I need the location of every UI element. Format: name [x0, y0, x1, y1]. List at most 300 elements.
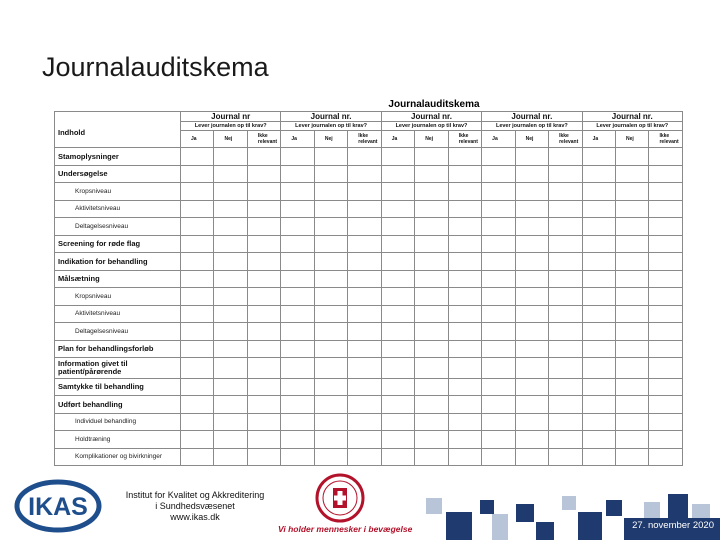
audit-check-cell[interactable] — [415, 270, 448, 288]
audit-check-cell[interactable] — [549, 305, 582, 323]
audit-check-cell[interactable] — [549, 253, 582, 271]
audit-check-cell[interactable] — [616, 165, 649, 183]
audit-check-cell[interactable] — [214, 288, 247, 306]
audit-check-cell[interactable] — [448, 235, 481, 253]
audit-check-cell[interactable] — [381, 340, 414, 358]
audit-check-cell[interactable] — [482, 218, 515, 236]
audit-check-cell[interactable] — [348, 340, 381, 358]
audit-check-cell[interactable] — [582, 340, 615, 358]
audit-check-cell[interactable] — [181, 148, 214, 166]
audit-check-cell[interactable] — [549, 340, 582, 358]
audit-check-cell[interactable] — [247, 413, 280, 431]
audit-check-cell[interactable] — [247, 235, 280, 253]
audit-check-cell[interactable] — [214, 183, 247, 201]
audit-check-cell[interactable] — [649, 165, 682, 183]
audit-check-cell[interactable] — [181, 340, 214, 358]
audit-check-cell[interactable] — [515, 218, 548, 236]
audit-check-cell[interactable] — [314, 305, 347, 323]
audit-check-cell[interactable] — [348, 431, 381, 449]
audit-check-cell[interactable] — [381, 288, 414, 306]
audit-check-cell[interactable] — [281, 305, 314, 323]
audit-check-cell[interactable] — [448, 413, 481, 431]
audit-check-cell[interactable] — [348, 200, 381, 218]
audit-check-cell[interactable] — [381, 323, 414, 341]
audit-check-cell[interactable] — [582, 448, 615, 466]
audit-check-cell[interactable] — [649, 288, 682, 306]
audit-check-cell[interactable] — [515, 165, 548, 183]
audit-check-cell[interactable] — [549, 288, 582, 306]
audit-row — [55, 253, 683, 271]
audit-check-cell[interactable] — [482, 148, 515, 166]
audit-check-cell[interactable] — [314, 165, 347, 183]
audit-check-cell[interactable] — [549, 183, 582, 201]
audit-subsection-label: Aktivitetsniveau — [55, 305, 181, 323]
audit-table-container — [54, 98, 682, 466]
audit-check-cell[interactable] — [214, 358, 247, 379]
audit-check-cell[interactable] — [348, 448, 381, 466]
audit-check-cell[interactable] — [549, 323, 582, 341]
audit-check-cell[interactable] — [549, 200, 582, 218]
audit-section-label: Udført behandling — [55, 396, 181, 414]
audit-check-cell[interactable] — [616, 305, 649, 323]
audit-check-cell[interactable] — [582, 413, 615, 431]
audit-check-cell[interactable] — [415, 183, 448, 201]
audit-check-cell[interactable] — [314, 288, 347, 306]
audit-check-cell[interactable] — [247, 148, 280, 166]
audit-check-cell[interactable] — [348, 183, 381, 201]
audit-check-cell[interactable] — [214, 235, 247, 253]
audit-section-label: Stamoplysninger — [55, 148, 181, 166]
audit-check-cell[interactable] — [582, 235, 615, 253]
audit-check-cell[interactable] — [448, 378, 481, 396]
audit-check-cell[interactable] — [415, 218, 448, 236]
audit-check-cell[interactable] — [515, 288, 548, 306]
requirement-question-header: Lever journalen op til krav? — [381, 122, 481, 131]
audit-check-cell[interactable] — [515, 183, 548, 201]
audit-check-cell[interactable] — [582, 358, 615, 379]
audit-check-cell[interactable] — [448, 148, 481, 166]
audit-check-cell[interactable] — [281, 218, 314, 236]
audit-check-cell[interactable] — [181, 253, 214, 271]
audit-check-cell[interactable] — [381, 413, 414, 431]
audit-check-cell[interactable] — [582, 165, 615, 183]
audit-check-cell[interactable] — [649, 340, 682, 358]
audit-check-cell[interactable] — [314, 340, 347, 358]
audit-check-cell[interactable] — [181, 323, 214, 341]
audit-check-cell[interactable] — [314, 413, 347, 431]
audit-check-cell[interactable] — [381, 253, 414, 271]
requirement-question-header: Lever journalen op til krav? — [582, 122, 682, 131]
audit-check-cell[interactable] — [247, 340, 280, 358]
audit-check-cell[interactable] — [247, 431, 280, 449]
audit-check-cell[interactable] — [515, 200, 548, 218]
audit-check-cell[interactable] — [649, 323, 682, 341]
audit-check-cell[interactable] — [214, 378, 247, 396]
audit-check-cell[interactable] — [448, 305, 481, 323]
audit-check-cell[interactable] — [348, 218, 381, 236]
audit-check-cell[interactable] — [415, 413, 448, 431]
header-row-journals — [55, 112, 683, 122]
audit-check-cell[interactable] — [415, 323, 448, 341]
org-info — [116, 490, 274, 523]
audit-row — [55, 340, 683, 358]
audit-check-cell[interactable] — [515, 340, 548, 358]
audit-check-cell[interactable] — [482, 396, 515, 414]
audit-check-cell[interactable] — [181, 413, 214, 431]
audit-check-cell[interactable] — [582, 378, 615, 396]
audit-check-cell[interactable] — [348, 253, 381, 271]
audit-check-cell[interactable] — [649, 270, 682, 288]
audit-check-cell[interactable] — [181, 235, 214, 253]
audit-section-label: Indikation for behandling — [55, 253, 181, 271]
audit-check-cell[interactable] — [281, 358, 314, 379]
audit-check-cell[interactable] — [482, 270, 515, 288]
audit-check-cell[interactable] — [448, 431, 481, 449]
audit-check-cell[interactable] — [247, 288, 280, 306]
audit-check-cell[interactable] — [649, 253, 682, 271]
audit-check-cell[interactable] — [616, 340, 649, 358]
audit-check-cell[interactable] — [515, 253, 548, 271]
audit-check-cell[interactable] — [214, 323, 247, 341]
audit-check-cell[interactable] — [281, 235, 314, 253]
audit-check-cell[interactable] — [649, 378, 682, 396]
audit-check-cell[interactable] — [415, 378, 448, 396]
audit-check-cell[interactable] — [181, 305, 214, 323]
audit-check-cell[interactable] — [214, 413, 247, 431]
slide-date: 27. november 2020 — [632, 520, 714, 531]
audit-check-cell[interactable] — [415, 358, 448, 379]
audit-check-cell[interactable] — [616, 396, 649, 414]
audit-check-cell[interactable] — [649, 358, 682, 379]
audit-subsection-label: Komplikationer og bivirkninger — [55, 448, 181, 466]
audit-check-cell[interactable] — [214, 218, 247, 236]
audit-check-cell[interactable] — [415, 235, 448, 253]
audit-check-cell[interactable] — [381, 183, 414, 201]
audit-row — [55, 288, 683, 306]
audit-check-cell[interactable] — [314, 431, 347, 449]
answer-option-header: Nej — [616, 131, 649, 148]
audit-row — [55, 235, 683, 253]
audit-check-cell[interactable] — [247, 448, 280, 466]
audit-check-cell[interactable] — [181, 431, 214, 449]
audit-check-cell[interactable] — [448, 270, 481, 288]
audit-check-cell[interactable] — [549, 413, 582, 431]
audit-check-cell[interactable] — [314, 358, 347, 379]
audit-check-cell[interactable] — [381, 270, 414, 288]
audit-check-cell[interactable] — [314, 253, 347, 271]
audit-check-cell[interactable] — [247, 358, 280, 379]
audit-check-cell[interactable] — [582, 253, 615, 271]
audit-check-cell[interactable] — [448, 448, 481, 466]
audit-check-cell[interactable] — [649, 305, 682, 323]
audit-check-cell[interactable] — [415, 200, 448, 218]
audit-check-cell[interactable] — [482, 305, 515, 323]
audit-check-cell[interactable] — [181, 396, 214, 414]
audit-check-cell[interactable] — [181, 200, 214, 218]
audit-check-cell[interactable] — [314, 218, 347, 236]
audit-check-cell[interactable] — [582, 305, 615, 323]
audit-check-cell[interactable] — [549, 235, 582, 253]
audit-check-cell[interactable] — [214, 396, 247, 414]
audit-check-cell[interactable] — [482, 340, 515, 358]
audit-check-cell[interactable] — [281, 148, 314, 166]
audit-row — [55, 165, 683, 183]
audit-check-cell[interactable] — [247, 378, 280, 396]
audit-check-cell[interactable] — [281, 431, 314, 449]
audit-check-cell[interactable] — [281, 200, 314, 218]
audit-check-cell[interactable] — [616, 235, 649, 253]
audit-row — [55, 448, 683, 466]
audit-check-cell[interactable] — [482, 200, 515, 218]
audit-check-cell[interactable] — [348, 323, 381, 341]
audit-row — [55, 270, 683, 288]
audit-check-cell[interactable] — [616, 148, 649, 166]
audit-check-cell[interactable] — [281, 288, 314, 306]
audit-check-cell[interactable] — [214, 340, 247, 358]
audit-check-cell[interactable] — [482, 288, 515, 306]
audit-check-cell[interactable] — [381, 358, 414, 379]
audit-check-cell[interactable] — [616, 431, 649, 449]
audit-check-cell[interactable] — [649, 431, 682, 449]
audit-check-cell[interactable] — [281, 323, 314, 341]
audit-check-cell[interactable] — [348, 235, 381, 253]
audit-check-cell[interactable] — [415, 165, 448, 183]
audit-check-cell[interactable] — [515, 270, 548, 288]
audit-check-cell[interactable] — [616, 358, 649, 379]
audit-check-cell[interactable] — [549, 431, 582, 449]
audit-check-cell[interactable] — [281, 253, 314, 271]
audit-check-cell[interactable] — [482, 235, 515, 253]
answer-option-header: Ja — [181, 131, 214, 148]
audit-check-cell[interactable] — [582, 431, 615, 449]
audit-check-cell[interactable] — [515, 148, 548, 166]
audit-check-cell[interactable] — [582, 396, 615, 414]
audit-check-cell[interactable] — [415, 253, 448, 271]
audit-check-cell[interactable] — [281, 165, 314, 183]
slogan: Vi holder mennesker i bevægelse — [278, 524, 413, 534]
audit-check-cell[interactable] — [314, 200, 347, 218]
audit-check-cell[interactable] — [616, 183, 649, 201]
audit-subsection-label: Individuel behandling — [55, 413, 181, 431]
audit-check-cell[interactable] — [515, 305, 548, 323]
audit-check-cell[interactable] — [314, 448, 347, 466]
audit-check-cell[interactable] — [281, 270, 314, 288]
audit-check-cell[interactable] — [281, 340, 314, 358]
audit-check-cell[interactable] — [649, 148, 682, 166]
audit-check-cell[interactable] — [616, 253, 649, 271]
audit-check-cell[interactable] — [515, 396, 548, 414]
audit-check-cell[interactable] — [649, 235, 682, 253]
audit-check-cell[interactable] — [448, 218, 481, 236]
audit-check-cell[interactable] — [247, 165, 280, 183]
audit-check-cell[interactable] — [582, 270, 615, 288]
audit-check-cell[interactable] — [616, 448, 649, 466]
audit-check-cell[interactable] — [482, 431, 515, 449]
audit-check-cell[interactable] — [281, 396, 314, 414]
audit-check-cell[interactable] — [482, 378, 515, 396]
content-column-header: Indhold — [55, 112, 181, 148]
audit-check-cell[interactable] — [348, 358, 381, 379]
audit-check-cell[interactable] — [181, 218, 214, 236]
audit-check-cell[interactable] — [549, 270, 582, 288]
audit-check-cell[interactable] — [515, 413, 548, 431]
audit-check-cell[interactable] — [214, 305, 247, 323]
audit-check-cell[interactable] — [515, 323, 548, 341]
audit-check-cell[interactable] — [348, 270, 381, 288]
audit-check-cell[interactable] — [582, 288, 615, 306]
audit-check-cell[interactable] — [415, 305, 448, 323]
audit-check-cell[interactable] — [448, 253, 481, 271]
audit-check-cell[interactable] — [247, 270, 280, 288]
audit-check-cell[interactable] — [448, 200, 481, 218]
audit-check-cell[interactable] — [482, 358, 515, 379]
audit-check-cell[interactable] — [448, 288, 481, 306]
audit-check-cell[interactable] — [247, 323, 280, 341]
audit-check-cell[interactable] — [181, 288, 214, 306]
audit-check-cell[interactable] — [616, 378, 649, 396]
audit-check-cell[interactable] — [314, 235, 347, 253]
audit-check-cell[interactable] — [448, 340, 481, 358]
audit-check-cell[interactable] — [281, 183, 314, 201]
audit-check-cell[interactable] — [381, 235, 414, 253]
audit-check-cell[interactable] — [448, 358, 481, 379]
audit-check-cell[interactable] — [247, 200, 280, 218]
audit-check-cell[interactable] — [214, 253, 247, 271]
audit-check-cell[interactable] — [314, 396, 347, 414]
audit-check-cell[interactable] — [214, 200, 247, 218]
audit-check-cell[interactable] — [247, 396, 280, 414]
audit-row — [55, 396, 683, 414]
audit-check-cell[interactable] — [381, 305, 414, 323]
audit-check-cell[interactable] — [616, 413, 649, 431]
audit-subsection-label: Aktivitetsniveau — [55, 200, 181, 218]
audit-check-cell[interactable] — [281, 448, 314, 466]
audit-check-cell[interactable] — [482, 165, 515, 183]
audit-check-cell[interactable] — [482, 448, 515, 466]
audit-check-cell[interactable] — [549, 218, 582, 236]
audit-check-cell[interactable] — [214, 148, 247, 166]
audit-check-cell[interactable] — [381, 200, 414, 218]
audit-check-cell[interactable] — [181, 448, 214, 466]
audit-check-cell[interactable] — [482, 413, 515, 431]
audit-check-cell[interactable] — [616, 270, 649, 288]
audit-check-cell[interactable] — [281, 378, 314, 396]
audit-check-cell[interactable] — [515, 358, 548, 379]
audit-check-cell[interactable] — [415, 431, 448, 449]
audit-row — [55, 431, 683, 449]
audit-check-cell[interactable] — [582, 200, 615, 218]
audit-check-cell[interactable] — [482, 253, 515, 271]
audit-check-cell[interactable] — [515, 448, 548, 466]
audit-check-cell[interactable] — [381, 396, 414, 414]
audit-check-cell[interactable] — [549, 378, 582, 396]
audit-check-cell[interactable] — [616, 200, 649, 218]
audit-check-cell[interactable] — [549, 148, 582, 166]
audit-check-cell[interactable] — [381, 378, 414, 396]
audit-check-cell[interactable] — [181, 270, 214, 288]
audit-check-cell[interactable] — [247, 253, 280, 271]
audit-check-cell[interactable] — [348, 165, 381, 183]
audit-check-cell[interactable] — [649, 396, 682, 414]
audit-check-cell[interactable] — [348, 396, 381, 414]
audit-check-cell[interactable] — [549, 396, 582, 414]
journal-number-header: Journal nr — [181, 112, 281, 122]
audit-check-cell[interactable] — [616, 323, 649, 341]
audit-check-cell[interactable] — [381, 448, 414, 466]
audit-check-cell[interactable] — [482, 183, 515, 201]
audit-check-cell[interactable] — [247, 305, 280, 323]
audit-check-cell[interactable] — [314, 183, 347, 201]
audit-check-cell[interactable] — [381, 165, 414, 183]
audit-check-cell[interactable] — [616, 218, 649, 236]
audit-check-cell[interactable] — [214, 270, 247, 288]
audit-check-cell[interactable] — [582, 183, 615, 201]
audit-check-cell[interactable] — [181, 165, 214, 183]
audit-check-cell[interactable] — [515, 235, 548, 253]
audit-check-cell[interactable] — [448, 396, 481, 414]
audit-section-label: Undersøgelse — [55, 165, 181, 183]
audit-check-cell[interactable] — [415, 148, 448, 166]
audit-check-cell[interactable] — [415, 288, 448, 306]
audit-check-cell[interactable] — [649, 200, 682, 218]
audit-check-cell[interactable] — [415, 396, 448, 414]
audit-check-cell[interactable] — [448, 165, 481, 183]
audit-check-cell[interactable] — [348, 378, 381, 396]
audit-check-cell[interactable] — [314, 270, 347, 288]
audit-check-cell[interactable] — [348, 288, 381, 306]
audit-check-cell[interactable] — [582, 323, 615, 341]
answer-option-header: Ikke relevant — [448, 131, 481, 148]
audit-check-cell[interactable] — [616, 288, 649, 306]
audit-check-cell[interactable] — [281, 413, 314, 431]
audit-check-cell[interactable] — [582, 218, 615, 236]
audit-check-cell[interactable] — [247, 218, 280, 236]
audit-check-cell[interactable] — [381, 148, 414, 166]
audit-check-cell[interactable] — [314, 148, 347, 166]
audit-check-cell[interactable] — [649, 448, 682, 466]
audit-check-cell[interactable] — [649, 183, 682, 201]
audit-check-cell[interactable] — [549, 358, 582, 379]
audit-check-cell[interactable] — [482, 323, 515, 341]
audit-check-cell[interactable] — [214, 165, 247, 183]
audit-check-cell[interactable] — [348, 148, 381, 166]
audit-check-cell[interactable] — [649, 218, 682, 236]
audit-check-cell[interactable] — [214, 448, 247, 466]
org-website: www.ikas.dk — [170, 512, 220, 522]
audit-check-cell[interactable] — [181, 183, 214, 201]
audit-check-cell[interactable] — [348, 305, 381, 323]
audit-check-cell[interactable] — [415, 340, 448, 358]
audit-check-cell[interactable] — [214, 431, 247, 449]
audit-check-cell[interactable] — [649, 413, 682, 431]
audit-check-cell[interactable] — [181, 358, 214, 379]
audit-check-cell[interactable] — [549, 448, 582, 466]
audit-check-cell[interactable] — [181, 378, 214, 396]
audit-check-cell[interactable] — [582, 148, 615, 166]
audit-check-cell[interactable] — [381, 431, 414, 449]
audit-check-cell[interactable] — [448, 323, 481, 341]
audit-check-cell[interactable] — [515, 378, 548, 396]
audit-check-cell[interactable] — [314, 378, 347, 396]
audit-check-cell[interactable] — [247, 183, 280, 201]
audit-check-cell[interactable] — [549, 165, 582, 183]
audit-check-cell[interactable] — [348, 413, 381, 431]
audit-check-cell[interactable] — [314, 323, 347, 341]
audit-check-cell[interactable] — [515, 431, 548, 449]
audit-check-cell[interactable] — [381, 218, 414, 236]
audit-check-cell[interactable] — [415, 448, 448, 466]
audit-check-cell[interactable] — [448, 183, 481, 201]
